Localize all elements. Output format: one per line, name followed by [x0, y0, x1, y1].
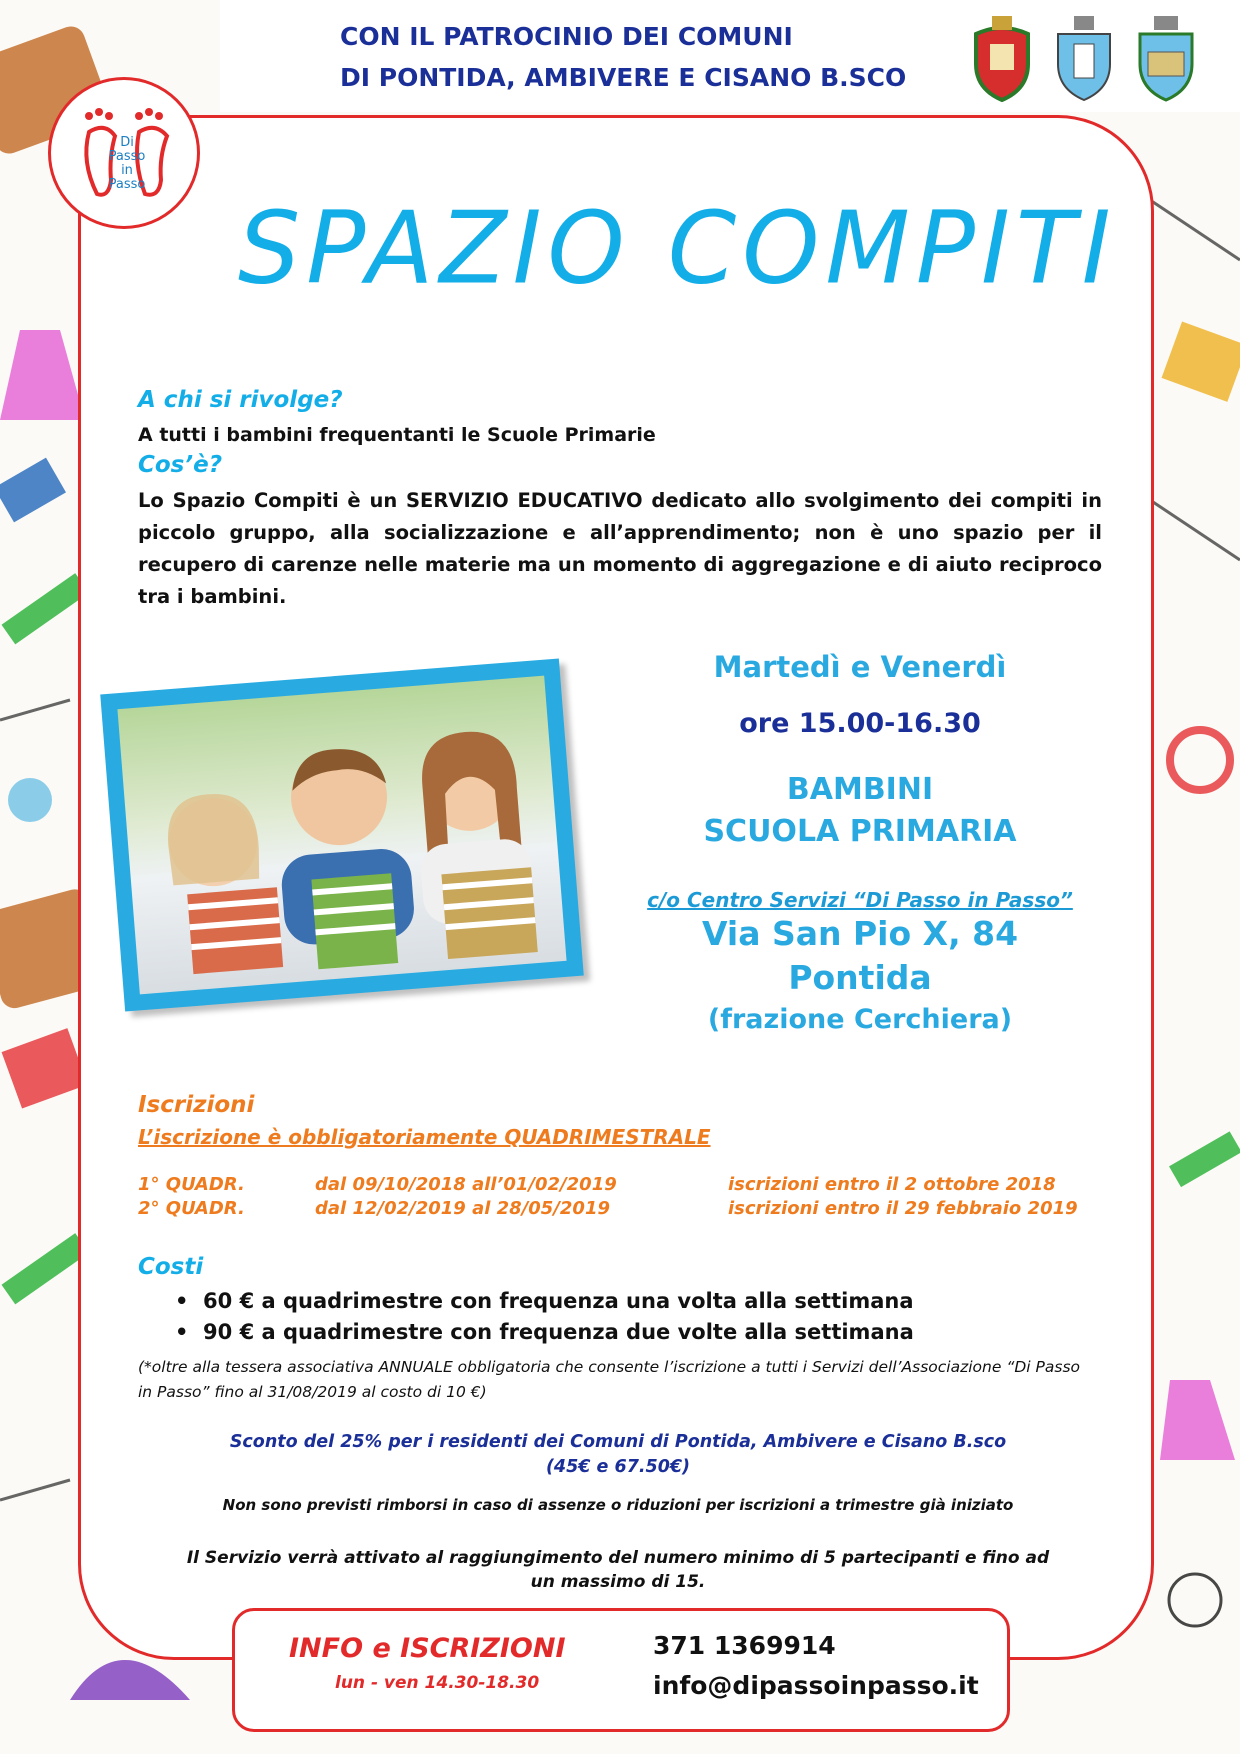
info-email[interactable]: info@dipassoinpasso.it	[653, 1671, 979, 1700]
info-phone[interactable]: 371 1369914	[653, 1631, 836, 1660]
logo-word-in: in	[121, 163, 133, 178]
audience-line-1: BAMBINI	[786, 772, 934, 807]
info-title: INFO e ISCRIZIONI	[289, 1633, 566, 1664]
logo-word-passo-2: Passo	[108, 177, 146, 192]
location-area: (frazione Cerchiera)	[707, 1004, 1013, 1035]
enrollment-rule: L’iscrizione è obbligatoriamente QUADRIMESTRALE	[138, 1125, 711, 1149]
patronage-text	[340, 16, 906, 98]
logo-word-di: Di	[120, 135, 134, 150]
page-title: SPAZIO COMPITI	[238, 190, 1117, 308]
period-1-dates: dal 09/10/2018 all’01/02/2019	[315, 1174, 617, 1195]
children-photo-frame	[100, 658, 584, 1011]
info-hours: lun - ven 14.30-18.30	[335, 1673, 540, 1693]
cost-item-1	[175, 1289, 914, 1313]
bullet-icon: •	[175, 1320, 204, 1344]
audience-line-2: SCUOLA PRIMARIA	[703, 814, 1017, 849]
membership-note: (*oltre alla tessera associativa ANNUALE obbligatoria che consente l’iscrizione a tutti i Servizi dell’Associazione “Di Passo in Passo” fino al 31/08/2019 al costo di 10 €)	[138, 1358, 1081, 1401]
no-refunds-text: Non sono previsti rimborsi in caso di assenze o riduzioni per iscrizioni a trimestre già iniziato	[222, 1496, 1014, 1514]
pontida-crest-icon	[968, 14, 1036, 104]
enrollment-heading: Iscrizioni	[138, 1092, 255, 1118]
discount-line-2: (45€ e 67.50€)	[545, 1457, 691, 1477]
discount-line-1: Sconto del 25% per i residenti dei Comuni di Pontida, Ambivere e Cisano B.sco	[229, 1432, 1007, 1452]
cost-item-2	[175, 1320, 914, 1344]
location-street: Via San Pio X, 84	[701, 914, 1019, 953]
location-venue: c/o Centro Servizi “Di Passo in Passo”	[647, 888, 1073, 912]
children-illustration	[117, 676, 566, 995]
schedule-hours: ore 15.00-16.30	[739, 708, 981, 739]
patronage-line-2: DI PONTIDA, AMBIVERE E CISANO B.SCO	[340, 63, 907, 92]
target-question: A chi si rivolge?	[138, 387, 343, 413]
children-with-books-photo	[117, 676, 566, 995]
period-1-deadline: iscrizioni entro il 2 ottobre 2018	[728, 1174, 1056, 1195]
period-1-label: 1° QUADR.	[138, 1174, 245, 1195]
period-2-dates: dal 12/02/2019 al 28/05/2019	[315, 1198, 611, 1219]
period-2-deadline: iscrizioni entro il 29 febbraio 2019	[728, 1198, 1078, 1219]
schedule-days: Martedì e Venerdì	[713, 650, 1007, 684]
what-description: Lo Spazio Compiti è un SERVIZIO EDUCATIVO dedicato allo svolgimento dei compiti in piccolo gruppo, alla socializzazione e all’apprendimento; non è uno spazio per il recupero di carenze nelle materie ma un momento di aggregazione e di aiuto reciproco tra i bambini.	[138, 489, 1102, 608]
cost-item-2-text: 90 € a quadrimestre con frequenza due volte alla settimana	[203, 1320, 914, 1344]
location-city: Pontida	[788, 958, 932, 997]
ambivere-crest-icon	[1050, 14, 1118, 104]
target-answer: A tutti i bambini frequentanti le Scuole Primarie	[138, 424, 656, 446]
cisano-crest-icon	[1132, 14, 1200, 104]
activation-text: Il Servizio verrà attivato al raggiungimento del numero minimo di 5 partecipanti e fino ad un massimo di 15.	[186, 1548, 1050, 1592]
info-box	[232, 1608, 1010, 1732]
patronage-line-1: CON IL PATROCINIO DEI COMUNI	[340, 22, 793, 51]
bullet-icon: •	[175, 1289, 204, 1313]
costs-heading: Costi	[138, 1254, 204, 1280]
what-question: Cos’è?	[138, 452, 223, 478]
cost-item-1-text: 60 € a quadrimestre con frequenza una volta alla settimana	[203, 1289, 914, 1313]
period-2-label: 2° QUADR.	[138, 1198, 245, 1219]
di-passo-in-passo-logo	[48, 77, 200, 229]
logo-word-passo-1: Passo	[108, 149, 146, 164]
